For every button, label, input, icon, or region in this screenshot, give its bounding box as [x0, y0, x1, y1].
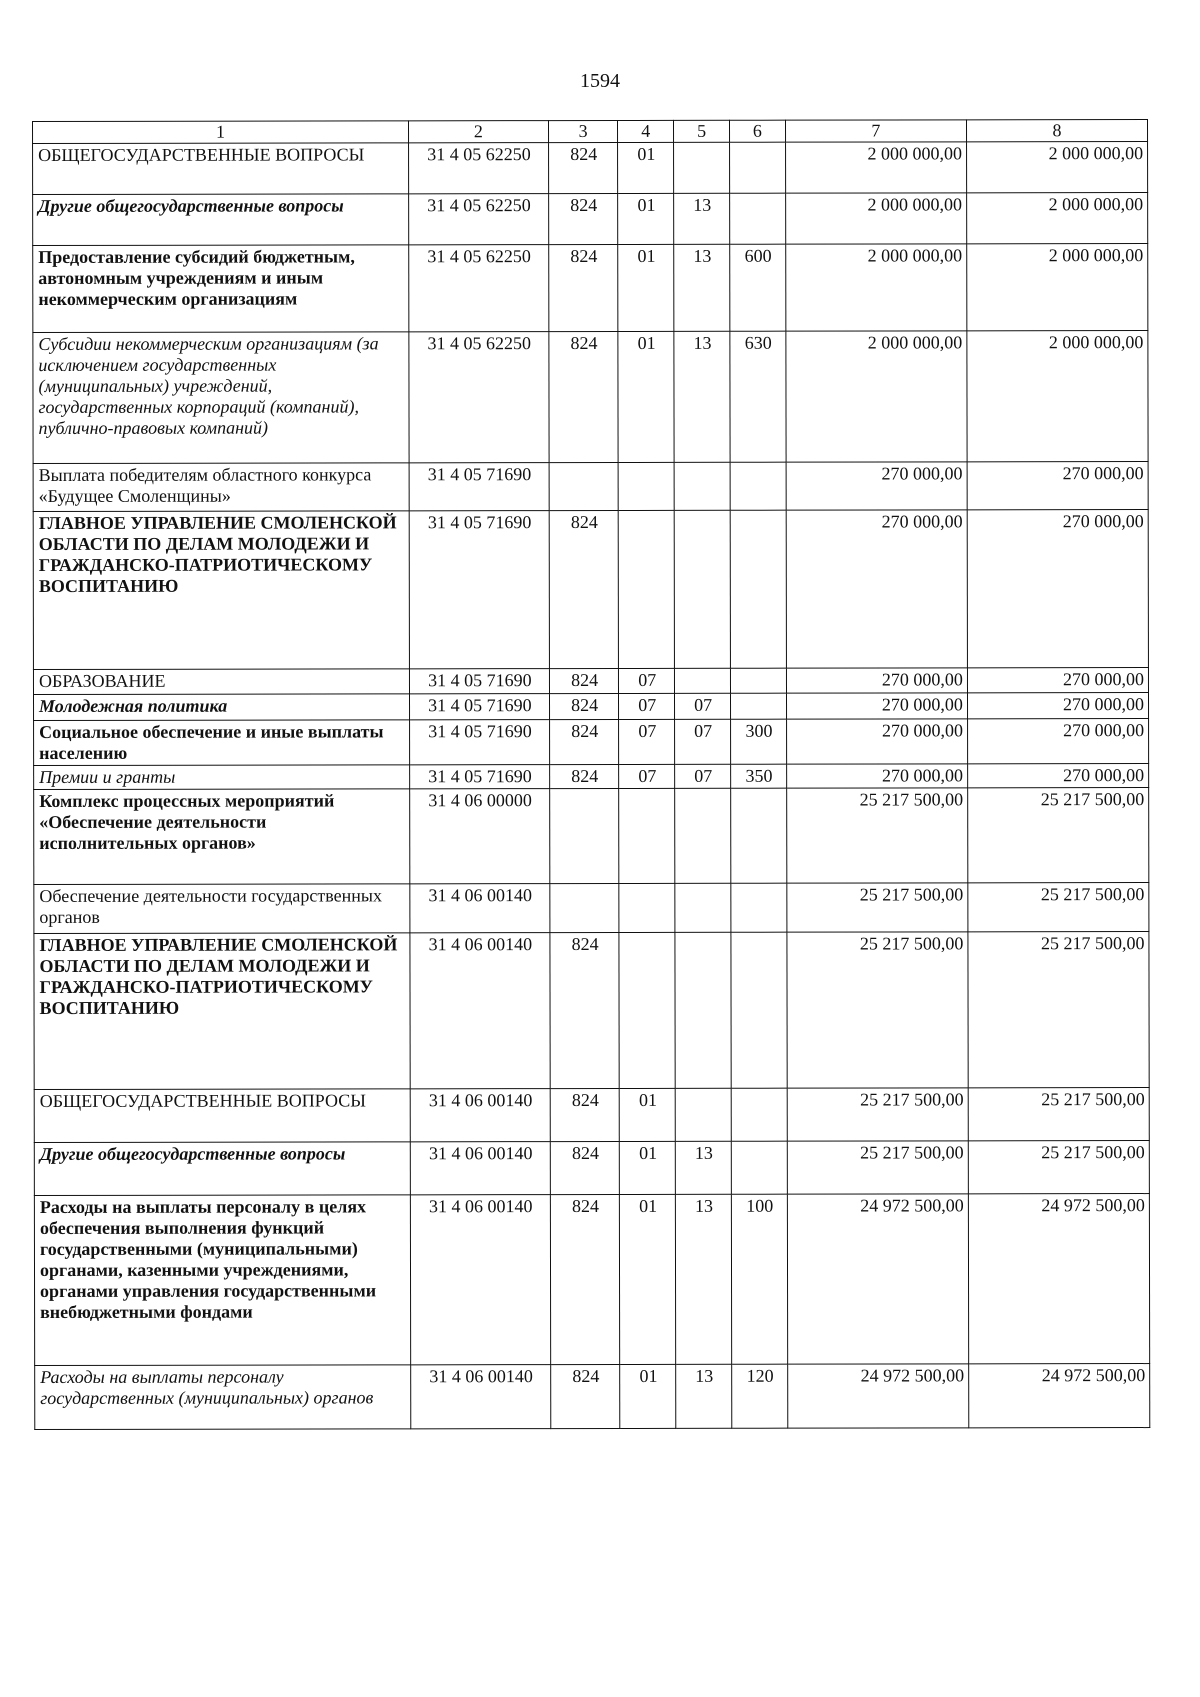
expense-type-cell [731, 883, 787, 932]
expense-type-cell: 120 [732, 1364, 788, 1428]
section-code-cell [619, 510, 675, 668]
ministry-code-cell: 824 [550, 764, 620, 788]
amount-col7-cell: 270 000,00 [786, 719, 967, 764]
section-code-cell: 01 [618, 331, 674, 462]
column-header: 5 [674, 120, 730, 142]
row-name-cell: ГЛАВНОЕ УПРАВЛЕНИЕ СМОЛЕНСКОЙ ОБЛАСТИ ПО ДЕЛАМ МОЛОДЕЖИ И ГРАЖДАНСКО-ПАТРИОТИЧЕСКОМУ ВОСПИТАНИЮ [33, 511, 409, 670]
target-code-cell: 31 4 05 62250 [409, 332, 549, 463]
column-header: 6 [729, 120, 785, 142]
table-row [33, 668, 1148, 695]
expense-type-cell: 100 [731, 1194, 787, 1364]
subsection-code-cell [675, 883, 731, 932]
amount-col8-cell: 25 217 500,00 [968, 1088, 1149, 1141]
ministry-code-cell: 824 [550, 1141, 620, 1194]
amount-col8-cell: 2 000 000,00 [967, 244, 1148, 331]
section-code-cell: 07 [619, 719, 675, 764]
table-row [33, 462, 1148, 512]
amount-col8-cell: 270 000,00 [967, 668, 1148, 693]
ministry-code-cell: 824 [548, 142, 618, 193]
row-name-cell: Другие общегосударственные вопросы [33, 194, 409, 246]
amount-col8-cell: 24 972 500,00 [969, 1364, 1150, 1428]
target-code-cell: 31 4 05 71690 [409, 511, 549, 669]
amount-col7-cell: 2 000 000,00 [785, 244, 966, 331]
subsection-code-cell: 07 [675, 764, 731, 788]
subsection-code-cell [674, 510, 730, 668]
ministry-code-cell [550, 788, 620, 883]
ministry-code-cell: 824 [549, 668, 619, 693]
subsection-code-cell: 13 [675, 1141, 731, 1194]
row-name-cell: ОБЩЕГОСУДАРСТВЕННЫЕ ВОПРОСЫ [34, 1089, 410, 1143]
row-name-cell: Социальное обеспечение и иные выплаты населению [34, 720, 410, 766]
target-code-cell: 31 4 06 00140 [410, 1195, 550, 1365]
row-name-cell: Расходы на выплаты персоналу государственных (муниципальных) органов [35, 1365, 411, 1430]
section-code-cell [619, 788, 675, 883]
amount-col7-cell: 25 217 500,00 [787, 883, 968, 932]
ministry-code-cell [550, 883, 620, 932]
target-code-cell: 31 4 06 00140 [410, 1142, 550, 1195]
amount-col7-cell: 270 000,00 [786, 668, 967, 693]
row-name-cell: Субсидии некоммерческим организациям (за исключением государственных (муниципальных) учреждений, государственных корпораций (компаний), публично-правовых компаний) [33, 332, 409, 464]
target-code-cell: 31 4 05 62250 [409, 245, 549, 332]
row-name-cell: Обеспечение деятельности государственных органов [34, 884, 410, 934]
section-code-cell: 01 [618, 244, 674, 331]
amount-col7-cell: 24 972 500,00 [787, 1364, 968, 1428]
amount-col8-cell: 2 000 000,00 [967, 331, 1148, 462]
section-code-cell: 07 [619, 693, 675, 719]
expense-type-cell [730, 510, 786, 668]
expense-type-cell [730, 142, 786, 193]
subsection-code-cell [675, 668, 731, 693]
subsection-code-cell: 13 [676, 1194, 732, 1364]
subsection-code-cell: 07 [675, 719, 731, 764]
ministry-code-cell: 824 [551, 1364, 621, 1428]
amount-col7-cell: 2 000 000,00 [786, 331, 967, 462]
row-name-cell: Молодежная политика [34, 694, 410, 721]
subsection-code-cell: 07 [675, 693, 731, 719]
target-code-cell: 31 4 05 62250 [409, 194, 549, 245]
amount-col7-cell: 25 217 500,00 [787, 1141, 968, 1194]
subsection-code-cell [675, 932, 731, 1088]
target-code-cell: 31 4 05 71690 [409, 765, 549, 789]
subsection-code-cell [674, 462, 730, 510]
amount-col8-cell: 25 217 500,00 [968, 1141, 1149, 1194]
ministry-code-cell: 824 [549, 693, 619, 719]
amount-col8-cell: 270 000,00 [967, 764, 1148, 788]
table-row [33, 331, 1148, 464]
row-name-cell: ОБЩЕГОСУДАРСТВЕННЫЕ ВОПРОСЫ [33, 143, 409, 195]
amount-col7-cell: 270 000,00 [786, 693, 967, 719]
target-code-cell: 31 4 06 00140 [410, 884, 550, 933]
target-code-cell: 31 4 05 71690 [409, 694, 549, 720]
ministry-code-cell: 824 [549, 244, 619, 331]
section-code-cell: 01 [620, 1088, 676, 1141]
budget-table [32, 119, 1150, 1430]
section-code-cell [619, 932, 675, 1088]
table-row [35, 1364, 1150, 1430]
table-row [34, 1141, 1149, 1196]
expense-type-cell [731, 788, 787, 883]
expense-type-cell [730, 462, 786, 510]
expense-type-cell [731, 932, 787, 1088]
page-number: 1594 [580, 70, 620, 92]
amount-col7-cell: 270 000,00 [786, 510, 967, 668]
section-code-cell: 01 [620, 1194, 676, 1364]
row-name-cell: Выплата победителям областного конкурса «Будущее Смоленщины» [33, 463, 409, 512]
subsection-code-cell: 13 [674, 331, 730, 462]
amount-col7-cell: 25 217 500,00 [786, 788, 967, 883]
ministry-code-cell: 824 [550, 1088, 620, 1141]
ministry-code-cell: 824 [549, 719, 619, 764]
amount-col8-cell: 270 000,00 [967, 510, 1148, 668]
ministry-code-cell [549, 462, 619, 510]
row-name-cell: Комплекс процессных мероприятий «Обеспечение деятельности исполнительных органов» [34, 789, 410, 885]
subsection-code-cell: 13 [674, 244, 730, 331]
amount-col7-cell: 25 217 500,00 [787, 932, 968, 1088]
subsection-code-cell [675, 788, 731, 883]
table-row [34, 1088, 1149, 1143]
row-name-cell: Предоставление субсидий бюджетным, автономным учреждениям и иным некоммерческим организациям [33, 245, 409, 333]
column-header: 2 [408, 121, 548, 143]
expense-type-cell [730, 693, 786, 719]
amount-col8-cell: 25 217 500,00 [968, 883, 1149, 932]
amount-col8-cell: 25 217 500,00 [968, 932, 1149, 1088]
amount-col8-cell: 270 000,00 [967, 462, 1148, 510]
ministry-code-cell: 824 [549, 331, 619, 462]
row-name-cell: Премии и гранты [34, 765, 410, 790]
subsection-code-cell: 13 [676, 1364, 732, 1428]
amount-col7-cell: 25 217 500,00 [787, 1088, 968, 1141]
table-header-row [33, 120, 1148, 144]
section-code-cell: 01 [618, 142, 674, 193]
amount-col8-cell: 24 972 500,00 [968, 1194, 1149, 1364]
amount-col8-cell: 2 000 000,00 [967, 193, 1148, 244]
target-code-cell: 31 4 05 71690 [409, 720, 549, 765]
expense-type-cell [731, 1141, 787, 1194]
ministry-code-cell: 824 [549, 193, 619, 244]
column-header: 7 [785, 120, 966, 142]
amount-col7-cell: 2 000 000,00 [785, 142, 966, 193]
expense-type-cell: 630 [730, 331, 786, 462]
table-row [33, 142, 1148, 195]
section-code-cell: 01 [620, 1364, 676, 1428]
column-header: 3 [548, 120, 618, 142]
section-code-cell [618, 462, 674, 510]
amount-col7-cell: 24 972 500,00 [787, 1194, 968, 1364]
row-name-cell: ГЛАВНОЕ УПРАВЛЕНИЕ СМОЛЕНСКОЙ ОБЛАСТИ ПО ДЕЛАМ МОЛОДЕЖИ И ГРАЖДАНСКО-ПАТРИОТИЧЕСКОМУ ВОСПИТАНИЮ [34, 933, 410, 1090]
column-header: 1 [33, 121, 409, 144]
target-code-cell: 31 4 06 00140 [410, 933, 550, 1089]
row-name-cell: Другие общегосударственные вопросы [34, 1142, 410, 1196]
subsection-code-cell: 13 [674, 193, 730, 244]
table-row [33, 510, 1148, 670]
expense-type-cell: 300 [731, 719, 787, 764]
table-row [34, 883, 1149, 934]
amount-col7-cell: 270 000,00 [786, 462, 967, 510]
expense-type-cell [730, 668, 786, 693]
amount-col8-cell: 2 000 000,00 [966, 142, 1147, 193]
row-name-cell: ОБРАЗОВАНИЕ [33, 669, 409, 695]
table-row [33, 244, 1148, 333]
target-code-cell: 31 4 05 71690 [409, 669, 549, 694]
table-row [34, 764, 1149, 790]
amount-col7-cell: 2 000 000,00 [785, 193, 966, 244]
column-header: 4 [618, 120, 674, 142]
table-row [34, 788, 1149, 885]
section-code-cell: 01 [620, 1141, 676, 1194]
ministry-code-cell: 824 [550, 1194, 620, 1364]
table-body [33, 142, 1150, 1430]
table-row [34, 719, 1149, 766]
amount-col8-cell: 270 000,00 [967, 719, 1148, 764]
expense-type-cell: 600 [730, 244, 786, 331]
subsection-code-cell [675, 1088, 731, 1141]
expense-type-cell: 350 [731, 764, 787, 788]
expense-type-cell [731, 1088, 787, 1141]
section-code-cell: 07 [619, 764, 675, 788]
ministry-code-cell: 824 [550, 932, 620, 1088]
target-code-cell: 31 4 06 00140 [411, 1365, 551, 1429]
amount-col7-cell: 270 000,00 [786, 764, 967, 788]
section-code-cell: 07 [619, 668, 675, 693]
target-code-cell: 31 4 05 71690 [409, 463, 549, 511]
column-header: 8 [966, 120, 1147, 142]
amount-col8-cell: 270 000,00 [967, 693, 1148, 719]
row-name-cell: Расходы на выплаты персоналу в целях обеспечения выполнения функций государственными (муниципальными) органами, казенными учреждениями, органами управления государственными внебюджетными фондами [34, 1195, 410, 1366]
section-code-cell [619, 883, 675, 932]
table-row [34, 693, 1149, 721]
subsection-code-cell [674, 142, 730, 193]
target-code-cell: 31 4 06 00140 [410, 1089, 550, 1142]
table-row [34, 1194, 1149, 1366]
table-row [34, 932, 1149, 1090]
ministry-code-cell: 824 [549, 510, 619, 668]
amount-col8-cell: 25 217 500,00 [968, 788, 1149, 883]
expense-type-cell [730, 193, 786, 244]
target-code-cell: 31 4 06 00000 [410, 789, 550, 884]
table-row [33, 193, 1148, 246]
section-code-cell: 01 [618, 193, 674, 244]
target-code-cell: 31 4 05 62250 [408, 143, 548, 194]
